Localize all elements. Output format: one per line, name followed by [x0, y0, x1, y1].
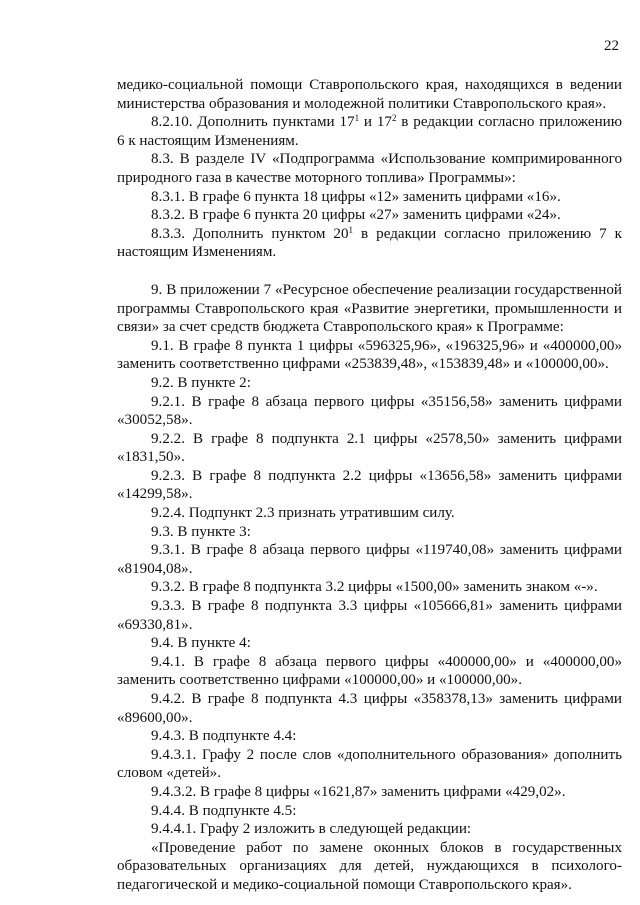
- paragraph: 8.2.10. Дополнить пунктами $17^1$ и $17^2$ в редакции согласно приложению 6 к настоящим Изменениям.: [117, 113, 622, 149]
- paragraph: 9.4.2. В графе 8 подпункта 4.3 цифры «358378,13» заменить цифрами «89600,00».: [117, 691, 622, 726]
- paragraph: 9.4. В пункте 4:: [151, 635, 251, 652]
- superscript-number: 1: [348, 224, 354, 235]
- paragraph: 9.4.1. В графе 8 абзаца первого цифры «400000,00» и «400000,00» заменить соответственно цифрами «100000,00» и «100000,00».: [117, 653, 622, 689]
- paragraph-gap: [117, 262, 622, 281]
- paragraph: 9.2.3. В графе 8 подпункта 2.2 цифры «13656,58» заменить цифрами «14299,58».: [117, 467, 622, 503]
- superscript-number: 1: [354, 113, 360, 124]
- paragraph: 8.3. В разделе IV «Подпрограмма «Использование компримированного природного газа в качестве моторного топлива» Программы»:: [117, 151, 622, 186]
- page-number: 22: [604, 38, 619, 54]
- paragraph: 9.3.3. В графе 8 подпункта 3.3 цифры «105666,81» заменить цифрами «69330,81».: [117, 598, 622, 633]
- paragraph: 9.4.3.1. Графу 2 после слов «дополнительного образования» дополнить словом «детей».: [117, 746, 622, 782]
- paragraph: 9.2.4. Подпункт 2.3 признать утратившим силу.: [151, 505, 455, 522]
- paragraph: 8.3.3. Дополнить пунктом $20^1$ в редакции согласно приложению 7 к настоящим Изменениям.: [117, 224, 622, 261]
- paragraph: 9.3.2. В графе 8 подпункта 3.2 цифры «1500,00» заменить знаком «-».: [151, 579, 598, 596]
- paragraph: 9.3. В пункте 3:: [151, 523, 251, 540]
- paragraph: 9.4.3. В подпункте 4.4:: [151, 728, 297, 745]
- paragraph: 9.2. В пункте 2:: [151, 374, 251, 391]
- paragraph: медико-социальной помощи Ставропольского края, находящихся в ведении министерства образования и молодежной политики Ставропольского края».: [117, 77, 622, 112]
- paragraph: 9.4.3.2. В графе 8 цифры «1621,87» заменить цифрами «429,02».: [151, 783, 566, 800]
- document-body: [117, 76, 622, 895]
- paragraph: 9.2.2. В графе 8 подпункта 2.1 цифры «2578,50» заменить цифрами «1831,50».: [117, 430, 622, 466]
- paragraph: 8.3.1. В графе 6 пункта 18 цифры «12» заменить цифрами «16».: [151, 188, 561, 205]
- paragraph: «Проведение работ по замене оконных блоков в государственных образовательных организациях для детей, нуждающихся в психолого-педагогической и медико-социальной помощи Ставропольского края».: [117, 839, 622, 893]
- paragraph: 9.3.1. В графе 8 абзаца первого цифры «119740,08» заменить цифрами «81904,08».: [117, 542, 622, 577]
- paragraph: 8.3.2. В графе 6 пункта 20 цифры «27» заменить цифрами «24».: [151, 207, 561, 224]
- paragraph: 9.1. В графе 8 пункта 1 цифры «596325,96», «196325,96» и «400000,00» заменить соответственно цифрами «253839,48», «153839,48» и «100000,00».: [117, 337, 622, 373]
- superscript-number: 2: [391, 113, 397, 124]
- paragraph: 9.4.4.1. Графу 2 изложить в следующей редакции:: [151, 821, 472, 838]
- paragraph: 9.2.1. В графе 8 абзаца первого цифры «35156,58» заменить цифрами «30052,58».: [117, 393, 622, 429]
- paragraph: 9.4.4. В подпункте 4.5:: [151, 802, 297, 819]
- paragraph: 9. В приложении 7 «Ресурсное обеспечение реализации государственной программы Ставропольского края «Развитие энергетики, промышленности и связи» за счет средств бюджета Ставропольского края» к Программе:: [117, 281, 622, 336]
